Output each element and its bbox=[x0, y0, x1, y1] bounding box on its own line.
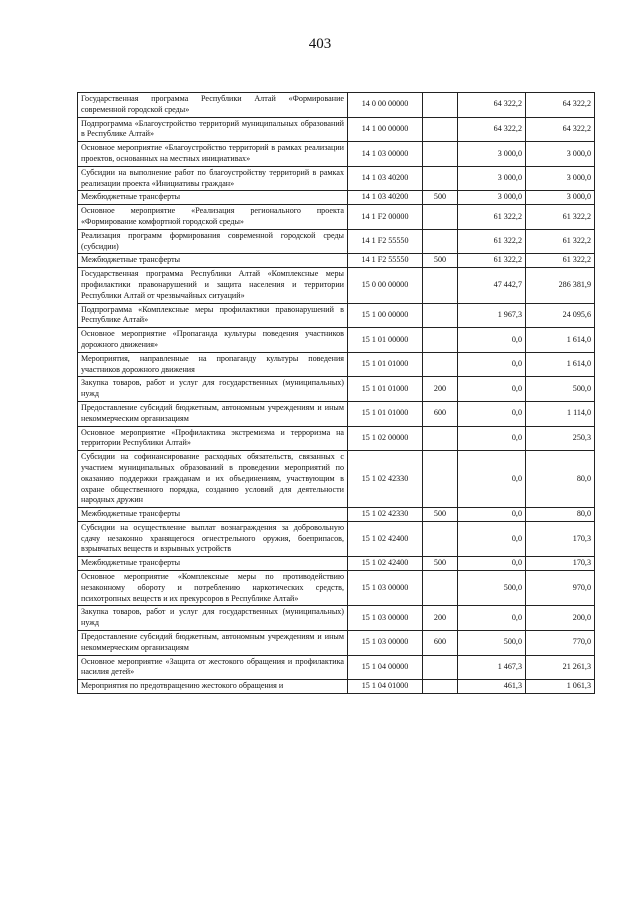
target-code-cell: 15 1 04 01000 bbox=[348, 680, 423, 694]
amount-year-2-cell: 970,0 bbox=[526, 571, 595, 606]
target-code-cell: 15 1 02 42330 bbox=[348, 451, 423, 508]
amount-year-1-cell: 64 322,2 bbox=[458, 93, 526, 118]
amount-year-1-cell: 500,0 bbox=[458, 571, 526, 606]
target-code-cell: 15 1 02 42330 bbox=[348, 508, 423, 522]
item-name-cell: Подпрограмма «Благоустройство территорий муниципальных образований в Республике Алтай» bbox=[78, 117, 348, 142]
item-name-cell: Основное мероприятие «Реализация регионального проекта «Формирование комфортной городской среды» bbox=[78, 205, 348, 230]
target-code-cell: 15 1 00 00000 bbox=[348, 303, 423, 328]
table-row bbox=[78, 606, 595, 631]
item-name-cell: Межбюджетные трансферты bbox=[78, 557, 348, 571]
target-code-cell: 14 1 F2 55550 bbox=[348, 229, 423, 254]
expense-type-cell bbox=[423, 142, 458, 167]
table-row bbox=[78, 117, 595, 142]
item-name-cell: Предоставление субсидий бюджетным, автономным учреждениям и иным некоммерческим организациям bbox=[78, 401, 348, 426]
item-name-cell: Субсидии на осуществление выплат вознаграждения за добровольную сдачу незаконно хранящегося огнестрельного оружия, боеприпасов, взрывчатых веществ и взрывных устройств bbox=[78, 521, 348, 556]
budget-table bbox=[77, 92, 595, 694]
expense-type-cell bbox=[423, 352, 458, 377]
expense-type-cell bbox=[423, 571, 458, 606]
expense-type-cell bbox=[423, 303, 458, 328]
budget-table-body bbox=[78, 93, 595, 694]
item-name-cell: Государственная программа Республики Алтай «Формирование современной городской среды» bbox=[78, 93, 348, 118]
item-name-cell: Подпрограмма «Комплексные меры профилактики правонарушений в Республике Алтай» bbox=[78, 303, 348, 328]
item-name-cell: Основное мероприятие «Защита от жестокого обращения и профилактика насилия детей» bbox=[78, 655, 348, 680]
amount-year-1-cell: 61 322,2 bbox=[458, 229, 526, 254]
amount-year-1-cell: 0,0 bbox=[458, 521, 526, 556]
amount-year-2-cell: 64 322,2 bbox=[526, 93, 595, 118]
target-code-cell: 14 1 03 00000 bbox=[348, 142, 423, 167]
item-name-cell: Основное мероприятие «Пропаганда культуры поведения участников дорожного движения» bbox=[78, 328, 348, 353]
amount-year-1-cell: 1 967,3 bbox=[458, 303, 526, 328]
amount-year-1-cell: 0,0 bbox=[458, 557, 526, 571]
amount-year-2-cell: 500,0 bbox=[526, 377, 595, 402]
amount-year-2-cell: 1 061,3 bbox=[526, 680, 595, 694]
expense-type-cell bbox=[423, 426, 458, 451]
amount-year-1-cell: 3 000,0 bbox=[458, 142, 526, 167]
table-row bbox=[78, 377, 595, 402]
amount-year-1-cell: 61 322,2 bbox=[458, 205, 526, 230]
table-row bbox=[78, 191, 595, 205]
expense-type-cell: 200 bbox=[423, 606, 458, 631]
target-code-cell: 15 1 02 00000 bbox=[348, 426, 423, 451]
item-name-cell: Закупка товаров, работ и услуг для государственных (муниципальных) нужд bbox=[78, 606, 348, 631]
target-code-cell: 15 1 01 01000 bbox=[348, 377, 423, 402]
item-name-cell: Предоставление субсидий бюджетным, автономным учреждениям и иным некоммерческим организациям bbox=[78, 631, 348, 656]
table-row bbox=[78, 328, 595, 353]
table-row bbox=[78, 205, 595, 230]
target-code-cell: 15 1 02 42400 bbox=[348, 557, 423, 571]
table-row bbox=[78, 680, 595, 694]
item-name-cell: Субсидии на выполнение работ по благоустройству территорий в рамках реализации проекта «Инициативы граждан» bbox=[78, 166, 348, 191]
target-code-cell: 14 1 F2 55550 bbox=[348, 254, 423, 268]
item-name-cell: Реализация программ формирования современной городской среды (субсидии) bbox=[78, 229, 348, 254]
expense-type-cell bbox=[423, 166, 458, 191]
expense-type-cell: 600 bbox=[423, 401, 458, 426]
amount-year-1-cell: 61 322,2 bbox=[458, 254, 526, 268]
amount-year-2-cell: 80,0 bbox=[526, 451, 595, 508]
amount-year-2-cell: 24 095,6 bbox=[526, 303, 595, 328]
item-name-cell: Межбюджетные трансферты bbox=[78, 191, 348, 205]
item-name-cell: Основное мероприятие «Благоустройство территорий в рамках реализации проектов, основанных на местных инициативах» bbox=[78, 142, 348, 167]
table-row bbox=[78, 166, 595, 191]
item-name-cell: Государственная программа Республики Алтай «Комплексные меры профилактики правонарушений и защита населения и территории Республики Алтай от чрезвычайных ситуаций» bbox=[78, 268, 348, 303]
table-row bbox=[78, 352, 595, 377]
amount-year-2-cell: 250,3 bbox=[526, 426, 595, 451]
target-code-cell: 14 0 00 00000 bbox=[348, 93, 423, 118]
table-row bbox=[78, 508, 595, 522]
amount-year-2-cell: 200,0 bbox=[526, 606, 595, 631]
expense-type-cell bbox=[423, 205, 458, 230]
amount-year-2-cell: 61 322,2 bbox=[526, 205, 595, 230]
expense-type-cell bbox=[423, 229, 458, 254]
expense-type-cell bbox=[423, 655, 458, 680]
table-row bbox=[78, 268, 595, 303]
target-code-cell: 15 1 03 00000 bbox=[348, 606, 423, 631]
table-row bbox=[78, 655, 595, 680]
amount-year-1-cell: 0,0 bbox=[458, 377, 526, 402]
expense-type-cell: 500 bbox=[423, 508, 458, 522]
amount-year-2-cell: 1 114,0 bbox=[526, 401, 595, 426]
expense-type-cell: 200 bbox=[423, 377, 458, 402]
amount-year-2-cell: 286 381,9 bbox=[526, 268, 595, 303]
amount-year-2-cell: 770,0 bbox=[526, 631, 595, 656]
target-code-cell: 14 1 03 40200 bbox=[348, 166, 423, 191]
amount-year-2-cell: 21 261,3 bbox=[526, 655, 595, 680]
expense-type-cell bbox=[423, 680, 458, 694]
table-row bbox=[78, 303, 595, 328]
amount-year-2-cell: 3 000,0 bbox=[526, 166, 595, 191]
amount-year-1-cell: 64 322,2 bbox=[458, 117, 526, 142]
amount-year-1-cell: 3 000,0 bbox=[458, 191, 526, 205]
item-name-cell: Закупка товаров, работ и услуг для государственных (муниципальных) нужд bbox=[78, 377, 348, 402]
expense-type-cell: 500 bbox=[423, 191, 458, 205]
amount-year-1-cell: 0,0 bbox=[458, 606, 526, 631]
table-row bbox=[78, 451, 595, 508]
amount-year-1-cell: 3 000,0 bbox=[458, 166, 526, 191]
table-row bbox=[78, 93, 595, 118]
table-row bbox=[78, 254, 595, 268]
table-row bbox=[78, 571, 595, 606]
target-code-cell: 15 1 01 01000 bbox=[348, 352, 423, 377]
item-name-cell: Мероприятия, направленные на пропаганду культуры поведения участников дорожного движения bbox=[78, 352, 348, 377]
target-code-cell: 15 1 02 42400 bbox=[348, 521, 423, 556]
item-name-cell: Основное мероприятие «Профилактика экстремизма и терроризма на территории Республики Алтай» bbox=[78, 426, 348, 451]
target-code-cell: 15 1 01 00000 bbox=[348, 328, 423, 353]
table-row bbox=[78, 631, 595, 656]
amount-year-2-cell: 1 614,0 bbox=[526, 352, 595, 377]
table-row bbox=[78, 401, 595, 426]
amount-year-1-cell: 500,0 bbox=[458, 631, 526, 656]
table-row bbox=[78, 426, 595, 451]
item-name-cell: Основное мероприятие «Комплексные меры по противодействию незаконному обороту и потреблению наркотических средств, психотропных веществ и их прекурсоров в Республике Алтай» bbox=[78, 571, 348, 606]
target-code-cell: 15 1 03 00000 bbox=[348, 571, 423, 606]
item-name-cell: Межбюджетные трансферты bbox=[78, 254, 348, 268]
amount-year-2-cell: 3 000,0 bbox=[526, 191, 595, 205]
amount-year-2-cell: 61 322,2 bbox=[526, 254, 595, 268]
amount-year-1-cell: 461,3 bbox=[458, 680, 526, 694]
amount-year-1-cell: 0,0 bbox=[458, 401, 526, 426]
target-code-cell: 14 1 03 40200 bbox=[348, 191, 423, 205]
amount-year-2-cell: 170,3 bbox=[526, 521, 595, 556]
target-code-cell: 15 1 03 00000 bbox=[348, 631, 423, 656]
table-row bbox=[78, 142, 595, 167]
amount-year-1-cell: 47 442,7 bbox=[458, 268, 526, 303]
amount-year-1-cell: 1 467,3 bbox=[458, 655, 526, 680]
expense-type-cell bbox=[423, 93, 458, 118]
table-row bbox=[78, 229, 595, 254]
expense-type-cell: 600 bbox=[423, 631, 458, 656]
target-code-cell: 15 0 00 00000 bbox=[348, 268, 423, 303]
expense-type-cell bbox=[423, 451, 458, 508]
table-row bbox=[78, 557, 595, 571]
expense-type-cell: 500 bbox=[423, 557, 458, 571]
amount-year-2-cell: 3 000,0 bbox=[526, 142, 595, 167]
amount-year-1-cell: 0,0 bbox=[458, 508, 526, 522]
expense-type-cell bbox=[423, 521, 458, 556]
item-name-cell: Субсидии на софинансирование расходных обязательств, связанных с участием муниципальных образований в проведении мероприятий по оказанию поддержки гражданам и их объединениям, участвующим в охране общественного порядка, созданию условий для деятельности народных дружин bbox=[78, 451, 348, 508]
expense-type-cell bbox=[423, 328, 458, 353]
amount-year-2-cell: 61 322,2 bbox=[526, 229, 595, 254]
target-code-cell: 14 1 F2 00000 bbox=[348, 205, 423, 230]
table-row bbox=[78, 521, 595, 556]
amount-year-2-cell: 64 322,2 bbox=[526, 117, 595, 142]
amount-year-2-cell: 1 614,0 bbox=[526, 328, 595, 353]
amount-year-1-cell: 0,0 bbox=[458, 328, 526, 353]
item-name-cell: Мероприятия по предотвращению жестокого обращения и bbox=[78, 680, 348, 694]
amount-year-1-cell: 0,0 bbox=[458, 451, 526, 508]
amount-year-2-cell: 80,0 bbox=[526, 508, 595, 522]
item-name-cell: Межбюджетные трансферты bbox=[78, 508, 348, 522]
page-number: 403 bbox=[308, 36, 332, 52]
expense-type-cell bbox=[423, 117, 458, 142]
target-code-cell: 15 1 04 00000 bbox=[348, 655, 423, 680]
target-code-cell: 15 1 01 01000 bbox=[348, 401, 423, 426]
amount-year-1-cell: 0,0 bbox=[458, 352, 526, 377]
amount-year-1-cell: 0,0 bbox=[458, 426, 526, 451]
amount-year-2-cell: 170,3 bbox=[526, 557, 595, 571]
expense-type-cell bbox=[423, 268, 458, 303]
target-code-cell: 14 1 00 00000 bbox=[348, 117, 423, 142]
expense-type-cell: 500 bbox=[423, 254, 458, 268]
